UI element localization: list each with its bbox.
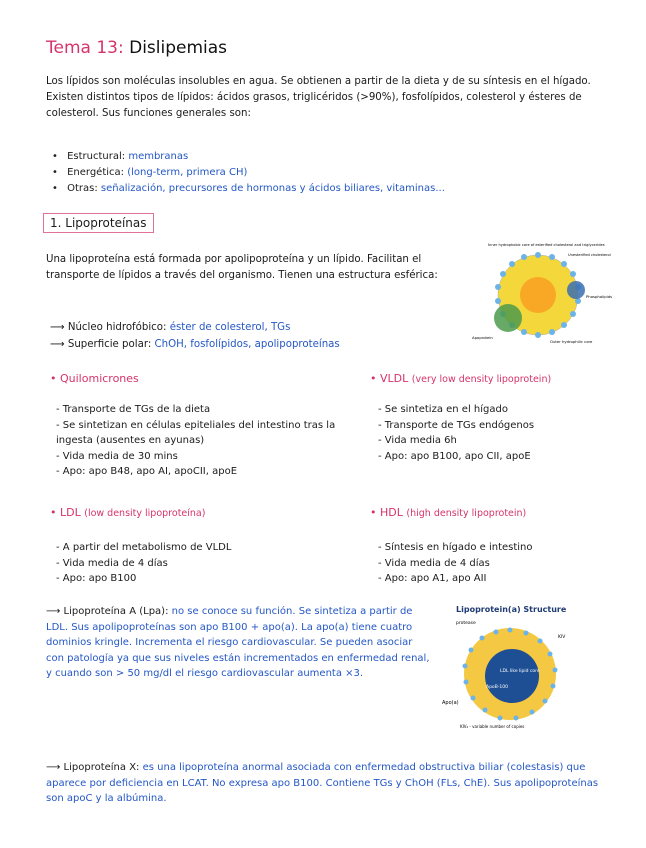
nucleus-line: ⟶ Núcleo hidrofóbico: éster de colesterol, TGs: [50, 322, 291, 333]
surface-line: ⟶ Superficie polar: ChOH, fosfolípidos, apolipoproteínas: [50, 339, 340, 350]
list-item: - Vida media de 30 mins: [56, 449, 351, 465]
svg-text:protease: protease: [456, 621, 476, 626]
list-item: - A partir del metabolismo de VLDL: [56, 540, 351, 556]
page-title: Tema 13: Dislipemias: [46, 38, 228, 58]
functions-list: [52, 149, 612, 197]
list-item: - Se sintetizan en células epiteliales del intestino tras la ingesta (ausentes en ayunas): [56, 418, 351, 449]
arrow-icon: ⟶: [46, 762, 61, 773]
svg-text:Unesterified cholesterol: Unesterified cholesterol: [568, 253, 611, 257]
svg-text:Inner hydrophobic core of este: Inner hydrophobic core of esterified cholesterol and triglycerides: [488, 243, 605, 247]
list-item: - Apo: apo B48, apo AI, apoCII, apoE: [56, 464, 351, 480]
list-item: - Transporte de TGs de la dieta: [56, 402, 351, 418]
list-item: - Apo: apo B100: [56, 571, 351, 587]
svg-text:Outer hydrophilic core: Outer hydrophilic core: [550, 339, 593, 344]
svg-text:LDL like lipid core: LDL like lipid core: [500, 669, 540, 674]
section-heading: 1. Lipoproteínas: [43, 213, 154, 233]
svg-text:Apo(a): Apo(a): [442, 700, 459, 706]
svg-text:Apoprotein: Apoprotein: [472, 335, 493, 340]
list-item: - Vida media de 4 días: [378, 556, 618, 572]
arrow-icon: ⟶: [50, 322, 65, 333]
quilomicrones-list: [56, 402, 351, 480]
ldl-title: • LDL (low density lipoproteína): [50, 506, 206, 519]
lipoprotein-diagram: [468, 240, 618, 345]
list-item: - Transporte de TGs endógenos: [378, 418, 618, 434]
list-item: - Apo: apo B100, apo CII, apoE: [378, 449, 618, 465]
function-item: • Otras: señalización, precursores de hormonas y ácidos biliares, vitaminas...: [52, 181, 612, 197]
vldl-title: • VLDL (very low density lipoprotein): [370, 372, 552, 385]
svg-text:KIV: KIV: [558, 635, 566, 640]
hdl-title: • HDL (high density lipoprotein): [370, 506, 527, 519]
lpa-figure-title: Lipoprotein(a) Structure: [456, 605, 567, 614]
list-item: - Apo: apo A1, apo AII: [378, 571, 618, 587]
list-item: - Síntesis en hígado e intestino: [378, 540, 618, 556]
lipoprotein-sphere-icon: [468, 240, 618, 345]
list-item: - Vida media 6h: [378, 433, 618, 449]
svg-text:KIV₂ - variable number of copi: KIV₂ - variable number of copies: [460, 724, 525, 729]
lipoprotein-paragraph: Una lipoproteína está formada por apolipoproteína y un lípido. Facilitan el transporte de lípidos a través del organismo. Tienen una estructura esférica:: [46, 254, 438, 281]
svg-text:Phospholipids: Phospholipids: [586, 294, 613, 299]
lpx-paragraph: ⟶ Lipoproteína X: es una lipoproteína anormal asociada con enfermedad obstructiva biliar (colestasis) que aparece por deficiencia en LCAT. No expresa apo B100. Contiene TGs y ChOH (FLs, ChE). Sus apolipoproteínas son apoC y la albúmina.: [46, 762, 599, 804]
list-item: - Se sintetiza en el hígado: [378, 402, 618, 418]
ldl-list: [56, 540, 351, 587]
function-item: • Estructural: membranas: [52, 149, 612, 165]
arrow-icon: ⟶: [50, 339, 65, 350]
lpa-paragraph: ⟶ Lipoproteína A (Lpa): no se conoce su función. Se sintetiza a partir de LDL. Sus apolipoproteínas son apo B100 + apo(a). La apo(a) tiene cuatro dominios kringle. Incrementa el riesgo cardiovascular. Se pueden asociar con patología ya que sus niveles están incrementados en enfermedad renal, y cuando son > 50 mg/dl el riesgo cardiovascular aumenta ×3.: [46, 606, 430, 679]
hdl-list: [378, 540, 618, 587]
lpa-diagram: [440, 602, 620, 732]
intro-paragraph: Los lípidos son moléculas insolubles en agua. Se obtienen a partir de la dieta y de su síntesis en el hígado. Existen distintos tipos de lípidos: ácidos grasos, triglicéridos (>90%), fosfolípidos, colesterol y ésteres de colesterol. Sus funciones generales son:: [46, 76, 591, 119]
function-item: • Energética: (long-term, primera CH): [52, 165, 612, 181]
arrow-icon: ⟶: [46, 606, 61, 617]
vldl-list: [378, 402, 618, 464]
svg-text:ApoB-100: ApoB-100: [486, 685, 508, 690]
list-item: - Vida media de 4 días: [56, 556, 351, 572]
quilomicrones-title: • Quilomicrones: [50, 372, 139, 385]
